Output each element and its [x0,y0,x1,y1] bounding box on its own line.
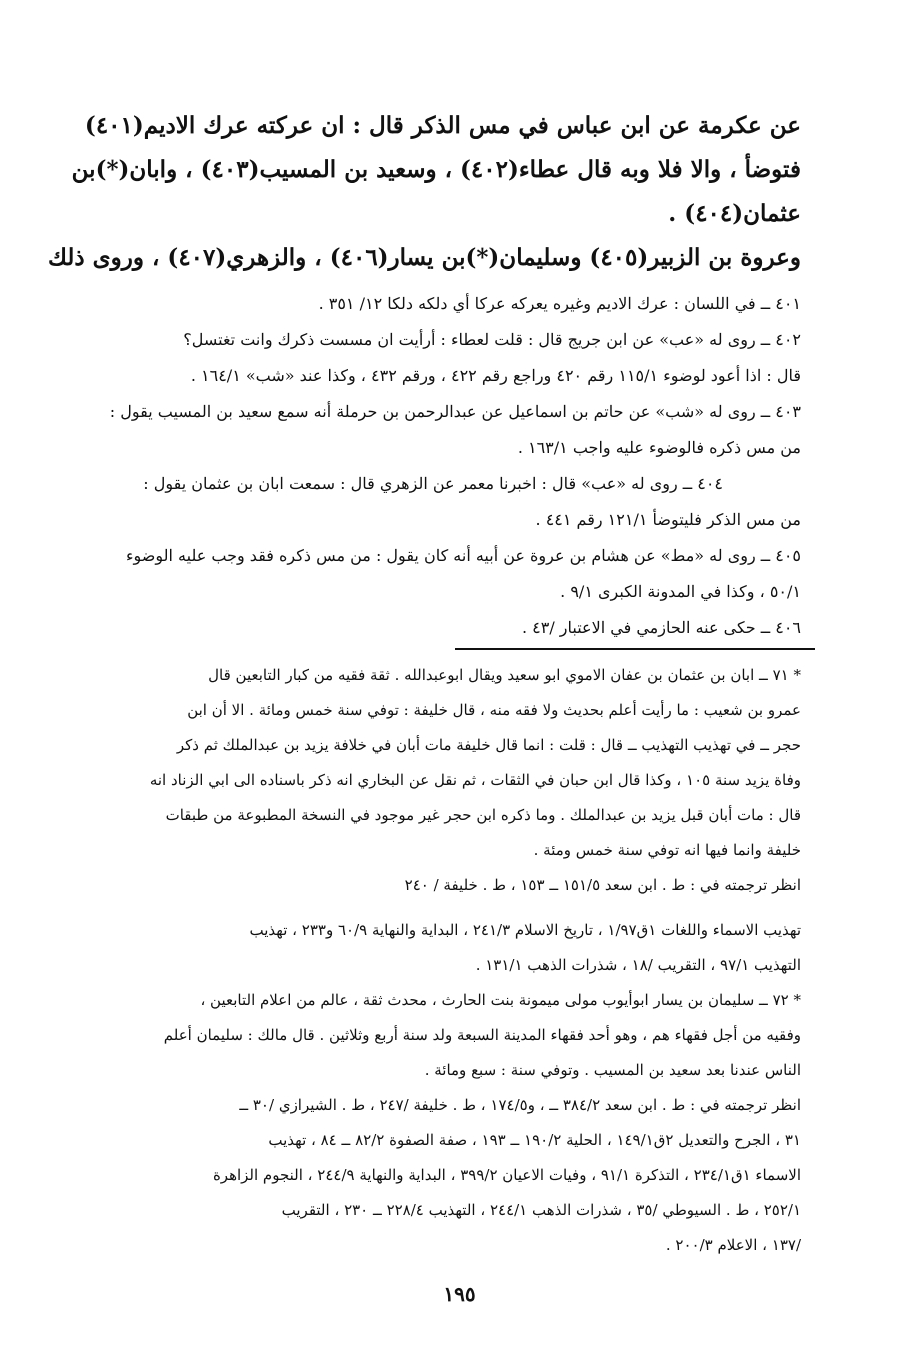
main-text [48,104,801,280]
footnote-line: ٢٥٢/١ ، ط . السيوطي /٣٥ ، شذرات الذهب ٢٤٤/١ ، التهذيب ٢٢٨/٤ ــ ٢٣٠ ، التقريب [281,1201,801,1219]
main-line: عثمان(٤٠٤) . [668,200,801,227]
note-line: ٤٠٢ ــ روى له «عب» عن ابن جريج قال : قلت لعطاء : أرأيت ان مسست ذكرك وانت تغتسل؟ [183,330,801,349]
footnote-line: الاسماء ١ق٢٣٤/١ ، التذكرة ٩١/١ ، وفيات الاعيان ٣٩٩/٢ ، البداية والنهاية ٢٤٤/٩ ، النجوم الزاهرة [212,1166,801,1184]
footnote-line: خليفة وانما فيها انه توفي سنة خمس ومئة . [533,841,801,859]
note-line: ٥٠/١ ، وكذا في المدونة الكبرى ٩/١ . [560,582,801,601]
footnote-line: الناس عندنا بعد سعيد بن المسيب . وتوفي سنة : سبع ومائة . [424,1061,801,1079]
footnote-line: /١٣٧ ، الاعلام ٢٠٠/٣ . [665,1236,801,1254]
footnote-line: ٣١ ، الجرح والتعديل ٢ق١٤٩/١ ، الحلية ١٩٠/٢ ــ ١٩٣ ، صفة الصفوة ٨٢/٢ ــ ٨٤ ، تهذيب [268,1131,801,1149]
footnote-line: * ٧٢ ــ سليمان بن يسار ابوأيوب مولى ميمونة بنت الحارث ، محدث ثقة ، عالم من اعلام التابعين ، [200,991,801,1009]
footnote-line: * ٧١ ــ ابان بن عثمان بن عفان الاموي ابو سعيد ويقال ابوعبدالله . ثقة فقيه من كبار التابعين قال [208,666,801,684]
footnote-line: حجر ــ في تهذيب التهذيب ــ قال : قلت : انما قال خليفة مات أبان في خلافة يزيد بن عبدالملك ثم ذكر [176,736,801,754]
note-line: من مس الذكر فليتوضأ ١٢١/١ رقم ٤٤١ . [535,510,801,529]
main-line: وعروة بن الزبير(٤٠٥) وسليمان(*)بن يسار(٤٠٦) ، والزهري(٤٠٧) ، وروى ذلك [48,244,801,271]
footnote-line: انظر ترجمته في : ط . ابن سعد ١٥١/٥ ــ ١٥٣ ، ط . خليفة / ٢٤٠ [404,876,801,894]
footnote-line: التهذيب ٩٧/١ ، التقريب /١٨ ، شذرات الذهب ١٣١/١ . [475,956,801,974]
note-line: ٤٠١ ــ في اللسان : عرك الاديم وغيره يعركه عركا أي دلكه دلكا ١٢/ ٣٥١ . [318,294,801,313]
footnote-line: عمرو بن شعيب : ما رأيت أعلم بحديث ولا فقه منه ، قال خليفة : توفي سنة خمس ومائة . الا أن ابن [187,701,801,719]
note-line: ٤٠٦ ــ حكى عنه الحازمي في الاعتبار /٤٣ . [521,618,801,637]
footnote-line: وفقيه من أجل فقهاء هم ، وهو أحد فقهاء المدينة السبعة ولد سنة أربع وثلاثين . قال مالك : سليمان أعلم [163,1026,801,1044]
note-line: ٤٠٤ ــ روى له «عب» قال : اخبرنا معمر عن الزهري قال : سمعت ابان بن عثمان يقول : [143,474,723,493]
footnote-divider [455,648,815,650]
main-line: فتوضأ ، والا فلا وبه قال عطاء(٤٠٢) ، وسعيد بن المسيب(٤٠٣) ، وابان(*)بن [71,156,801,183]
note-line: ٤٠٣ ــ روى له «شب» عن حاتم بن اسماعيل عن عبدالرحمن بن حرملة أنه سمع سعيد بن المسيب يقول : [109,402,801,421]
page-number: ١٩٥ [443,1282,476,1306]
footnote-line: وفاة يزيد سنة ١٠٥ ، وكذا قال ابن حبان في الثقات ، ثم نقل عن البخاري انه ذكر باسناده الى ابي الزناد انه [149,771,801,789]
footnote-line: قال : مات أبان قبل يزيد بن عبدالملك . وما ذكره ابن حجر غير موجود في النسخة المطبوعة من طبقات [165,806,801,824]
footnote-line: انظر ترجمته في : ط . ابن سعد ٣٨٤/٢ ــ ، و١٧٤/٥ ، ط . خليفة /٢٤٧ ، ط . الشيرازي /٣٠ ــ [239,1096,801,1114]
main-line: عن عكرمة عن ابن عباس في مس الذكر قال : ان عركته عرك الاديم(٤٠١) [84,112,801,139]
numbered-notes [108,286,801,646]
note-line: من مس ذكره فالوضوء عليه واجب ١٦٣/١ . [517,438,801,457]
footnotes [108,658,801,1263]
footnote-line: تهذيب الاسماء واللغات ١ق١/٩٧ ، تاريخ الاسلام ٢٤١/٣ ، البداية والنهاية ٦٠/٩ و٢٣٣ ، تهذيب [249,921,801,939]
note-line: قال : اذا أعود لوضوء ١١٥/١ رقم ٤٢٠ وراجع رقم ٤٢٢ ، ورقم ٤٣٢ ، وكذا عند «شب» ١٦٤/١ . [190,366,801,385]
note-line: ٤٠٥ ــ روى له «مط» عن هشام بن عروة عن أبيه أنه كان يقول : من مس ذكره فقد وجب عليه الوضوء [126,546,801,565]
